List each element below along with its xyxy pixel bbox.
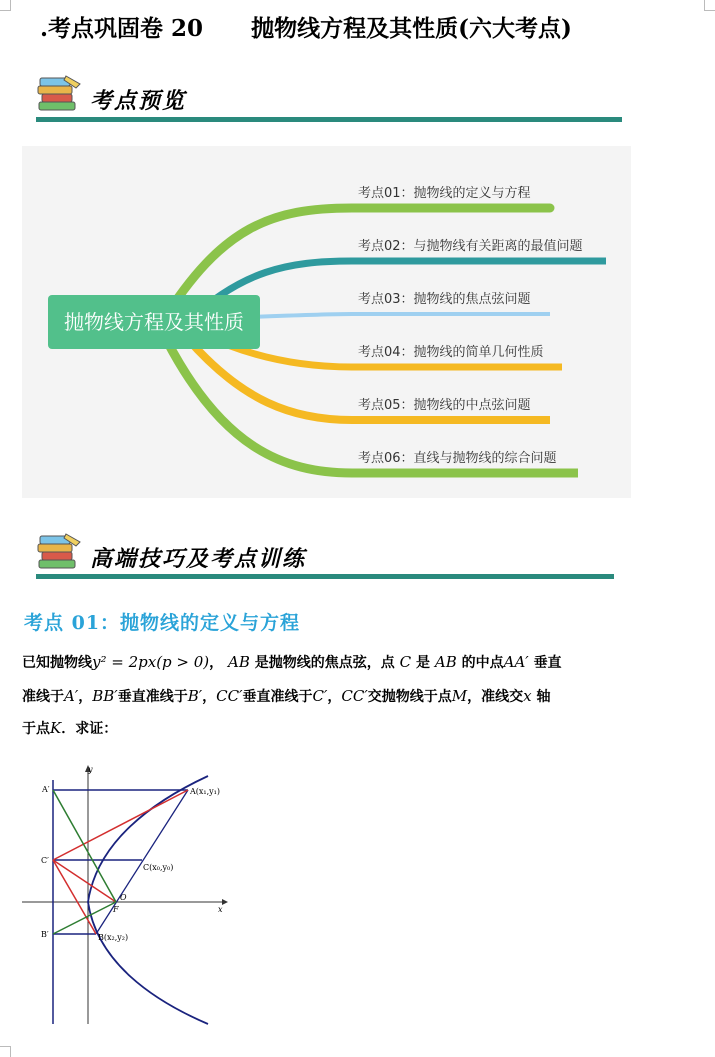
books-icon: [36, 74, 84, 114]
problem-line-3: [22, 712, 642, 745]
mind-map-item: 考点06：直线与抛物线的综合问题: [358, 451, 557, 466]
text: 垂直准线于: [242, 689, 313, 705]
mind-map-center: 抛物线方程及其性质: [48, 295, 260, 349]
text: 于点: [22, 721, 50, 737]
math-symbol: K: [50, 719, 62, 737]
parabola-curve: [88, 776, 208, 1024]
chord-AB: [96, 790, 188, 934]
section-label: 高端技巧及考点训练: [90, 546, 307, 572]
text: 是: [416, 655, 430, 671]
math-symbol: BB′: [92, 687, 118, 705]
section-header-preview: [36, 72, 626, 124]
math-symbol: M: [451, 687, 468, 705]
text: ，: [209, 655, 224, 671]
math-symbol: B′: [187, 687, 203, 705]
math-symbol: AA′: [503, 653, 529, 671]
equation: y² = 2px(p > 0): [92, 653, 210, 671]
label-F: F: [113, 905, 119, 914]
problem-line-1: [22, 646, 642, 679]
page-corner-mark: [0, 0, 11, 11]
text: 已知抛物线: [22, 655, 92, 671]
books-icon: [36, 532, 84, 572]
text: ．求证：: [61, 721, 118, 737]
text: ，: [78, 689, 93, 705]
mind-map-item: 考点02：与抛物线有关距离的最值问题: [358, 239, 583, 254]
math-symbol: x: [523, 687, 532, 705]
section-divider: [36, 117, 622, 122]
label-C: C(x₀,y₀): [143, 863, 174, 872]
text: 垂直: [533, 655, 562, 671]
mind-map-item: 考点05：抛物线的中点弦问题: [358, 398, 531, 413]
segment-ApF: [53, 790, 116, 902]
math-symbol: C′: [312, 687, 328, 705]
label-A: A(x₁,y₁): [190, 787, 221, 796]
label-C-prime: C′: [41, 856, 49, 865]
mind-map-item: 考点04：抛物线的简单几何性质: [358, 345, 544, 360]
text: 交抛物线于点: [367, 689, 452, 705]
page-title: .考点巩固卷 20 抛物线方程及其性质(六大考点): [40, 15, 572, 42]
section-divider: [36, 574, 614, 579]
text: ，准线交: [467, 689, 524, 705]
text: 轴: [536, 689, 551, 705]
label-B-prime: B′: [41, 930, 49, 939]
text: ，: [327, 689, 342, 705]
label-A-prime: A′: [42, 785, 50, 794]
page-corner-mark: [704, 0, 715, 11]
parabola-figure: [22, 762, 232, 1030]
text: 垂直准线于: [117, 689, 188, 705]
mind-map-item: 考点03：抛物线的焦点弦问题: [358, 292, 531, 307]
math-symbol: C: [399, 653, 412, 671]
page-corner-mark: [0, 1046, 11, 1057]
section-label: 考点预览: [90, 88, 187, 114]
math-symbol: AB: [228, 653, 250, 671]
topic-heading: 考点 01：抛物线的定义与方程: [24, 612, 301, 634]
problem-line-2: [22, 680, 642, 713]
math-symbol: CC′: [341, 687, 368, 705]
segment-CpF: [53, 860, 116, 902]
mind-map-item: 考点01：抛物线的定义与方程: [358, 186, 531, 201]
text: 准线于: [22, 689, 64, 705]
label-B: B(x₂,y₂): [98, 933, 129, 942]
text: 的中点: [461, 655, 504, 671]
section-header-training: [36, 530, 626, 582]
text: 是抛物线的焦点弦，点: [254, 655, 395, 671]
math-symbol: A′: [64, 687, 79, 705]
label-O: O: [120, 893, 127, 902]
math-symbol: AB: [434, 653, 457, 671]
math-symbol: CC′: [216, 687, 243, 705]
label-x: x: [218, 905, 223, 914]
text: ，: [202, 689, 217, 705]
label-y: y: [88, 765, 93, 774]
mind-map: [22, 146, 631, 498]
